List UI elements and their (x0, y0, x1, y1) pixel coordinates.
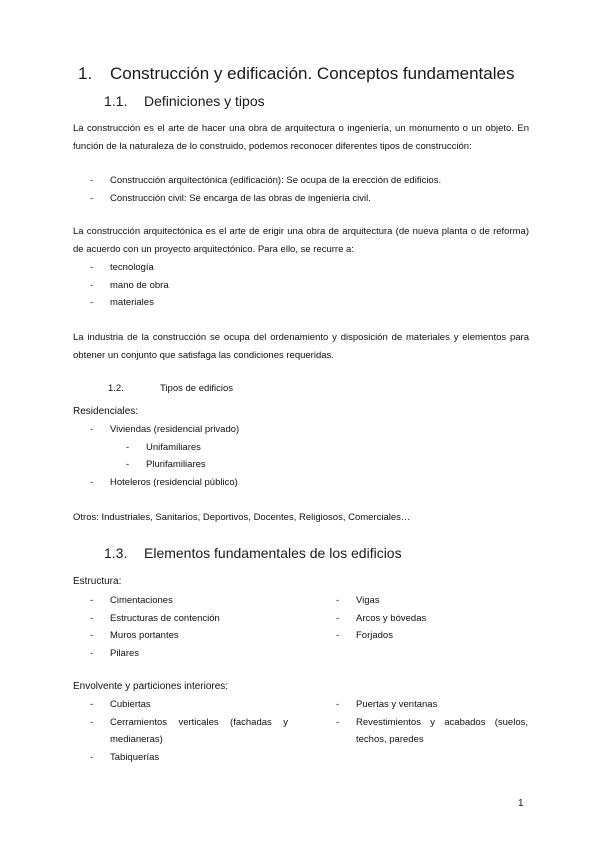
list-item: - Arcos y bóvedas (336, 610, 528, 628)
paragraph-arquitectonica: La construcción arquitectónica es el arte de erigir una obra de arquitectura (de nueva planta o de reforma) de acuerdo con un proyecto arquitectónico. Para ello, se recurre a: (73, 226, 529, 255)
list-item: - Viviendas (residencial privado) (90, 421, 390, 439)
list-item: - Estructuras de contención (90, 610, 288, 628)
page-number: 1 (518, 798, 524, 809)
section-number: 1.3. (104, 545, 128, 561)
list-item: - Tabiquerías (90, 749, 288, 767)
list-subitem: - Unifamiliares (126, 439, 390, 457)
chapter-number: 1. (78, 64, 93, 83)
list-recursos (90, 259, 390, 312)
list-item: - Construcción civil: Se encarga de las obras de ingeniería civil. (90, 190, 530, 208)
list-item: - Forjados (336, 627, 528, 645)
list-item: - Puertas y ventanas (336, 696, 528, 714)
section-heading-1-2 (108, 383, 233, 394)
list-residenciales (90, 421, 390, 491)
section-title: Definiciones y tipos (144, 93, 265, 109)
list-item: - Revestimientos y acabados (suelos, techos, paredes (336, 714, 528, 749)
paragraph-otros: Otros: Industriales, Sanitarios, Deportivos, Docentes, Religiosos, Comerciales… (73, 512, 411, 523)
section-title: Tipos de edificios (160, 383, 234, 394)
list-tipos-construccion (90, 172, 530, 207)
list-item: - Cimentaciones (90, 592, 288, 610)
label-estructura: Estructura: (73, 576, 122, 587)
section-number: 1.2. (108, 383, 124, 394)
list-item: - Muros portantes (90, 627, 288, 645)
section-heading-1-1 (104, 93, 265, 109)
list-item: - Cerramientos verticales (fachadas y medianeras) (90, 714, 288, 749)
label-envolvente: Envolvente y particiones interiores: (73, 681, 229, 692)
chapter-title: Construcción y edificación. Conceptos fundamentales (110, 64, 515, 83)
chapter-heading (78, 64, 514, 84)
paragraph-construccion: La construcción es el arte de hacer una obra de arquitectura o ingeniería, un monumento o un objeto. En función de la naturaleza de lo construido, podemos reconocer diferentes tipos de construcción: (73, 123, 529, 152)
list-estructura-left (90, 592, 288, 662)
list-item: - Vigas (336, 592, 528, 610)
section-title: Elementos fundamentales de los edificios (144, 545, 402, 561)
list-envolvente-left (90, 696, 288, 766)
list-item: - Hoteleros (residencial público) (90, 474, 390, 492)
list-item: - tecnología (90, 259, 390, 277)
list-estructura-right (336, 592, 528, 645)
list-envolvente-right (336, 696, 528, 749)
list-item: - mano de obra (90, 277, 390, 295)
list-item: - Cubiertas (90, 696, 288, 714)
list-item: - Construcción arquitectónica (edificación): Se ocupa de la erección de edificios. (90, 172, 530, 190)
list-item: - Pilares (90, 645, 288, 663)
label-residenciales: Residenciales: (73, 406, 139, 417)
section-heading-1-3 (104, 545, 402, 561)
paragraph-industria: La industria de la construcción se ocupa del ordenamiento y disposición de materiales y elementos para obtener un conjunto que satisfaga las condiciones requeridas. (73, 332, 529, 361)
list-subitem: - Plurifamiliares (126, 456, 390, 474)
section-number: 1.1. (104, 93, 128, 109)
list-item: - materiales (90, 294, 390, 312)
